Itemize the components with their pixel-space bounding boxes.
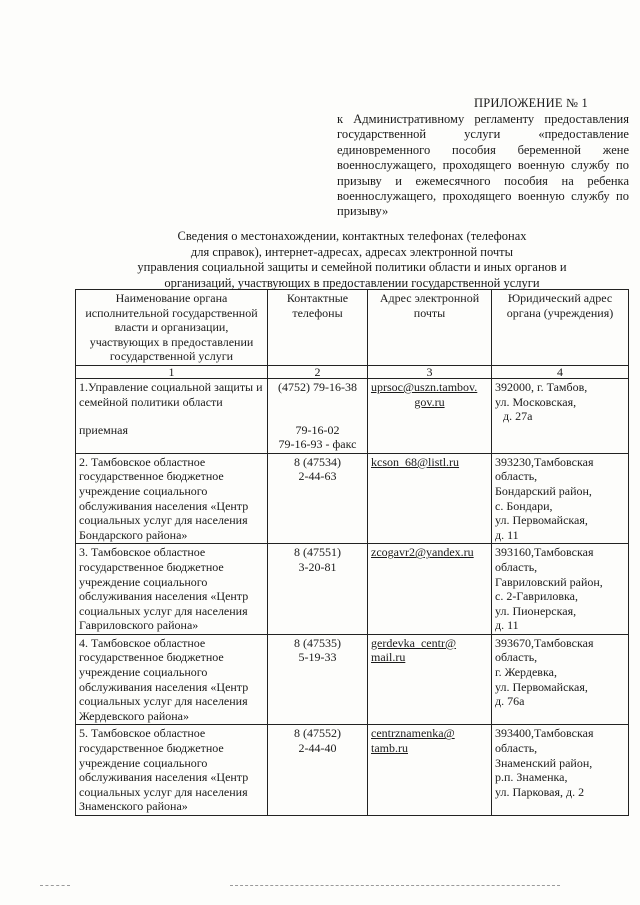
email-link[interactable]: gov.ru xyxy=(414,394,445,409)
email-cell[interactable] xyxy=(368,544,492,635)
table-row xyxy=(76,378,629,453)
address-cell xyxy=(492,544,629,635)
email-link[interactable]: centrznamenka@ xyxy=(371,726,455,741)
org-name-cell: 5. Тамбовское областное государственное бюджетное учреждение социального обслуживания населения «Центр социальных услуг для населения Знаменского района» xyxy=(76,725,268,816)
email-cell[interactable] xyxy=(368,634,492,725)
address-line: д. 11 xyxy=(495,527,519,542)
column-number: 1 xyxy=(76,365,268,378)
org-name-cell: 4. Тамбовское областное государственное бюджетное учреждение социального обслуживания населения «Центр социальных услуг для населения Жердевского района» xyxy=(76,634,268,725)
address-line: Знаменский район, xyxy=(495,755,593,770)
phone-line: 8 (47535) xyxy=(294,635,341,650)
phone-line: 79-16-93 - факс xyxy=(278,437,357,452)
address-line: ул. Первомайская, xyxy=(495,679,588,694)
org-name-cell xyxy=(76,378,268,453)
address-line: ул. Первомайская, xyxy=(495,513,588,528)
address-line: с. Бондари, xyxy=(495,498,553,513)
address-line: д. 27а xyxy=(503,409,533,424)
email-link[interactable]: mail.ru xyxy=(371,650,406,665)
scan-artifact-line xyxy=(230,885,560,886)
table-row xyxy=(76,544,629,635)
column-number: 2 xyxy=(268,365,368,378)
phone-line: 8 (47551) xyxy=(294,545,341,560)
address-line: д. 76а xyxy=(495,694,525,709)
heading-line: организаций, участвующих в предоставлении государственной услуги xyxy=(164,275,540,290)
address-line: 393670,Тамбовская xyxy=(495,635,594,650)
address-line: область, xyxy=(495,559,538,574)
address-line: область, xyxy=(495,469,538,484)
org-name-cell: 2. Тамбовское областное государственное бюджетное учреждение социального обслуживания населения «Центр социальных услуг для населения Бондарского района» xyxy=(76,453,268,544)
heading-line: управления социальной защиты и семейной политики области и иных органов и xyxy=(137,260,567,275)
address-line: г. Жердевка, xyxy=(495,665,557,680)
address-cell xyxy=(492,634,629,725)
org-name: 1.Управление социальной защиты и семейной политики области xyxy=(79,379,263,409)
phones-cell xyxy=(268,453,368,544)
table-row xyxy=(76,634,629,725)
address-line: 393400,Тамбовская xyxy=(495,726,594,741)
address-line: область, xyxy=(495,650,538,665)
scan-artifact-line xyxy=(40,885,70,886)
email-link[interactable]: zcogavr2@yandex.ru xyxy=(371,545,474,560)
column-number: 3 xyxy=(368,365,492,378)
phone-line: 79-16-02 xyxy=(295,422,340,437)
table-header-row xyxy=(76,290,629,366)
address-line: ул. Московская, xyxy=(495,394,577,409)
phones-cell xyxy=(268,378,368,453)
address-line: 392000, г. Тамбов, xyxy=(495,379,588,394)
email-link[interactable]: tamb.ru xyxy=(371,741,408,756)
address-cell xyxy=(492,725,629,816)
email-link[interactable]: kcson_68@listl.ru xyxy=(371,454,460,469)
document-heading xyxy=(118,229,586,291)
phones-cell xyxy=(268,725,368,816)
appendix-description: к Административному регламенту предоставления государственной услуги «предоставление единовременного пособия беременной жене военнослужащего, проходящего военную службу по призыву и ежемесячного пособия на ребенка военнослужащего, проходящего военную службу по призыву» xyxy=(337,112,629,219)
org-name-cell: 3. Тамбовское областное государственное бюджетное учреждение социального обслуживания населения «Центр социальных услуг для населения Гавриловского района» xyxy=(76,544,268,635)
table-row xyxy=(76,453,629,544)
address-line: Гавриловский район, xyxy=(495,574,603,589)
address-cell xyxy=(492,453,629,544)
phone-line: 8 (47534) xyxy=(294,454,341,469)
appendix-title: ПРИЛОЖЕНИЕ № 1 xyxy=(474,96,588,110)
address-line: ул. Пионерская, xyxy=(495,603,577,618)
phone-line: 8 (47552) xyxy=(294,726,341,741)
heading-line: Сведения о местонахождении, контактных телефонах (телефонах xyxy=(177,229,527,243)
org-name-extra: приемная xyxy=(79,423,129,438)
phone-line: 2-44-63 xyxy=(298,469,337,484)
header-phones: Контактные телефоны xyxy=(268,290,368,366)
email-link[interactable]: gerdevka_centr@ xyxy=(371,635,457,650)
header-email: Адрес электронной почты xyxy=(368,290,492,366)
column-number: 4 xyxy=(492,365,629,378)
address-line: ул. Парковая, д. 2 xyxy=(495,784,585,799)
phones-cell xyxy=(268,634,368,725)
table-row xyxy=(76,725,629,816)
address-line: р.п. Знаменка, xyxy=(495,770,568,785)
address-line: Бондарский район, xyxy=(495,483,592,498)
address-line: с. 2-Гавриловка, xyxy=(495,589,579,604)
phone-line: 2-44-40 xyxy=(298,741,337,756)
address-line: 393230,Тамбовская xyxy=(495,454,594,469)
phone-line: 3-20-81 xyxy=(298,559,337,574)
address-line: д. 11 xyxy=(495,618,519,633)
phone-line: (4752) 79-16-38 xyxy=(278,379,357,394)
column-number-row xyxy=(76,365,629,378)
address-line: область, xyxy=(495,741,538,756)
email-cell[interactable] xyxy=(368,725,492,816)
email-link[interactable]: uprsoc@uszn.tambov. xyxy=(371,379,478,394)
address-cell xyxy=(492,378,629,453)
contacts-table xyxy=(75,289,629,816)
phones-cell xyxy=(268,544,368,635)
phone-line: 5-19-33 xyxy=(298,650,337,665)
address-line: 393160,Тамбовская xyxy=(495,545,594,560)
heading-line: для справок), интернет-адресах, адресах электронной почты xyxy=(190,244,514,259)
email-cell[interactable] xyxy=(368,453,492,544)
header-address: Юридический адрес органа (учреждения) xyxy=(492,290,629,366)
header-name: Наименование органа исполнительной государственной власти и организации, участвующих в предоставлении государственной услуги xyxy=(76,290,268,366)
email-cell[interactable] xyxy=(368,378,492,453)
